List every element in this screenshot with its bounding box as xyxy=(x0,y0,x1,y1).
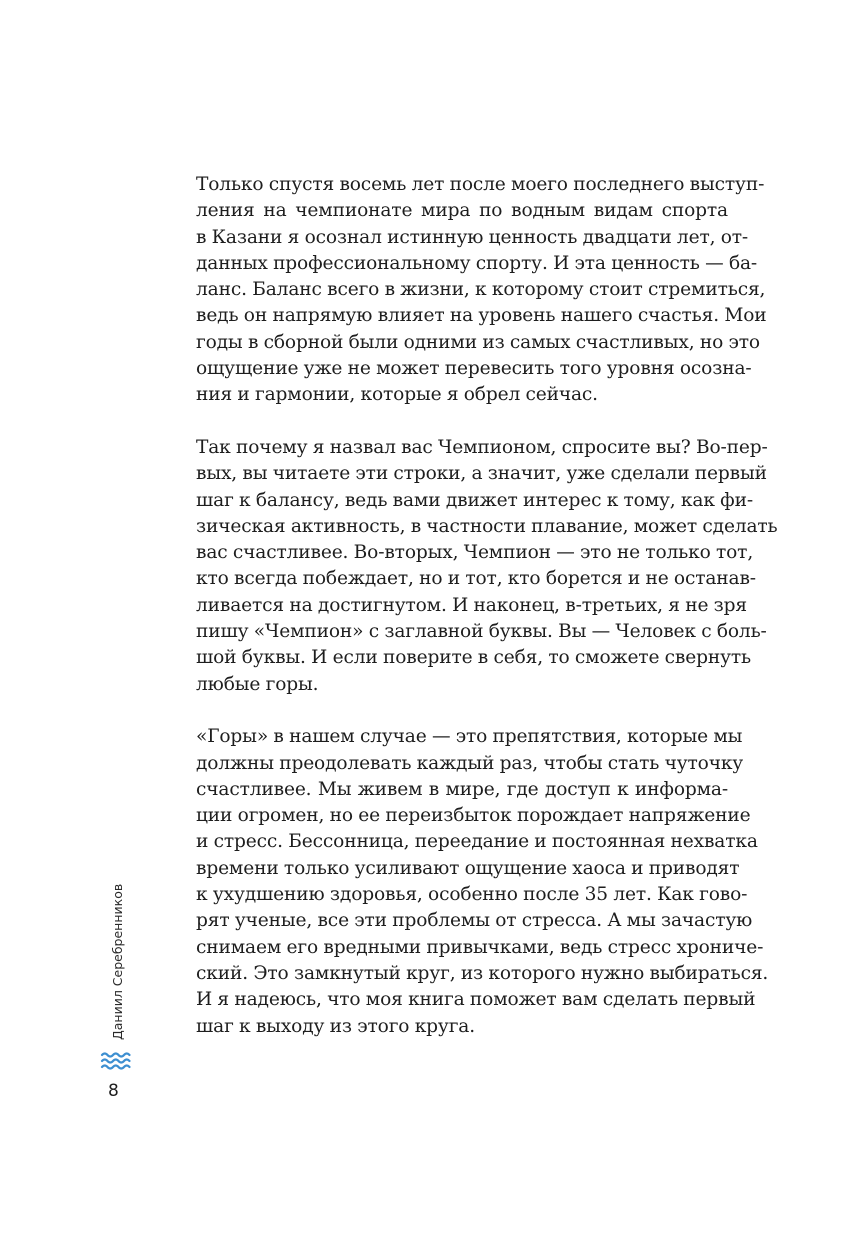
text-line: счастливее. Мы живем в мире, где доступ к информа- xyxy=(196,778,728,800)
text-line: ливается на достигнутом. И наконец, в-третьих, я не зря xyxy=(196,594,747,616)
text-line: И я надеюсь, что моя книга поможет вам сделать первый xyxy=(196,989,756,1011)
text-line: ления на чемпионате мира по водным видам спорта xyxy=(196,200,728,222)
text-line: годы в сборной были одними из самых счастливых, но это xyxy=(196,331,760,353)
paragraph-gap xyxy=(196,698,728,724)
text-line: ния и гармонии, которые я обрел сейчас. xyxy=(196,384,598,406)
text-line: ский. Это замкнутый круг, из которого нужно выбираться. xyxy=(196,962,769,984)
text-line: шаг к балансу, ведь вами движет интерес к тому, как фи- xyxy=(196,489,753,511)
text-line: данных профессиональному спорту. И эта ценность — ба- xyxy=(196,252,758,274)
text-line: шаг к выходу из этого круга. xyxy=(196,1015,475,1037)
text-line: вых, вы читаете эти строки, а значит, уже сделали первый xyxy=(196,463,767,485)
paragraph-gap xyxy=(196,409,728,435)
running-head-author: Даниил Серебренников xyxy=(110,883,125,1040)
text-line: зическая активность, в частности плавание, может сделать xyxy=(196,515,778,537)
text-line: ощущение уже не может перевесить того уровня осозна- xyxy=(196,358,752,380)
text-line: в Казани я осознал истинную ценность двадцати лет, от- xyxy=(196,226,749,248)
paragraph-1 xyxy=(196,172,767,409)
paragraph-3 xyxy=(196,724,769,1040)
text-line: времени только усиливают ощущение хаоса и приводят xyxy=(196,857,740,879)
text-line: Только спустя восемь лет после моего последнего выступ- xyxy=(196,174,765,195)
text-line: ции огромен, но ее переизбыток порождает напряжение xyxy=(196,805,751,827)
text-line: снимаем его вредными привычками, ведь стресс хрониче- xyxy=(196,936,764,958)
text-line: любые горы. xyxy=(196,673,319,695)
text-line: вас счастливее. Во-вторых, Чемпион — это не только тот, xyxy=(196,542,754,564)
text-line: ланс. Баланс всего в жизни, к которому стоит стремиться, xyxy=(196,279,766,301)
paragraph-2 xyxy=(196,435,778,698)
text-line: «Горы» в нашем случае — это препятствия, которые мы xyxy=(196,726,743,748)
text-line: и стресс. Бессонница, переедание и постоянная нехватка xyxy=(196,831,758,853)
body-text xyxy=(196,172,778,1040)
text-line: Так почему я назвал вас Чемпионом, спросите вы? Во-пер- xyxy=(196,436,768,458)
text-line: пишу «Чемпион» с заглавной буквы. Вы — Человек с боль- xyxy=(196,621,767,643)
text-line: кто всегда побеждает, но и тот, кто борется и не останав- xyxy=(196,568,756,590)
text-line: должны преодолевать каждый раз, чтобы стать чуточку xyxy=(196,752,744,774)
text-line: рят ученые, все эти проблемы от стресса. А мы зачастую xyxy=(196,910,753,932)
text-line: ведь он напрямую влияет на уровень нашего счастья. Мои xyxy=(196,305,767,327)
text-line: к ухудшению здоровья, особенно после 35 лет. Как гово- xyxy=(196,884,748,906)
text-line: шой буквы. И если поверите в себя, то сможете свернуть xyxy=(196,647,751,669)
page-number: 8 xyxy=(108,1081,119,1101)
waves-icon xyxy=(100,1051,134,1071)
